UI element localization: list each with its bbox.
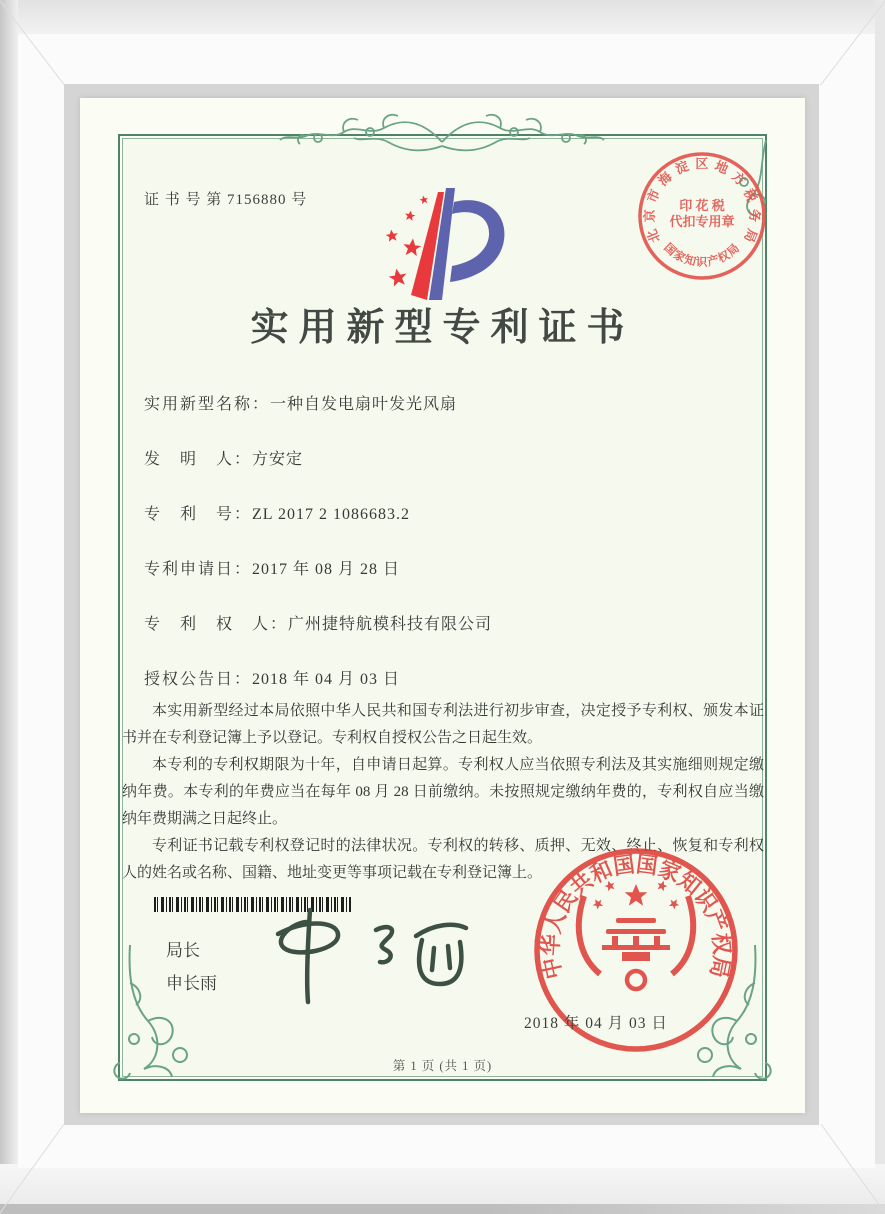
field-patent-number [144,504,492,526]
certificate-number: 证 书 号 第 7156880 号 [144,192,308,208]
tax-stamp-arc-bottom-text: 国家知识产权局 [661,241,742,269]
field-value: 2017 年 08 月 28 日 [252,561,401,578]
tax-stamp-center-line1: 印 花 税 [679,198,725,213]
signer-name: 申长雨 [166,974,217,993]
field-label: 专 利 号： [144,506,253,523]
body-paragraph: 专利证书记载专利权登记时的法律状况。专利权的转移、质押、无效、终止、恢复和专利权人的姓名或名称、国籍、地址变更等事项记载在专利登记簿上。 [122,838,764,881]
body-paragraph: 本专利的专利权期限为十年，自申请日起算。专利权人应当依照专利法及其实施细则规定缴纳年费。本专利的年费应当在每年 08 月 28 日前缴纳。未按照规定缴纳年费的，专利权自应当缴纳年费期满之日起终止。 [122,757,764,827]
page-number: 第 1 页 (共 1 页) [392,1059,493,1073]
national-emblem [579,879,693,989]
field-value: 广州捷特航模科技有限公司 [288,616,493,633]
field-grant-date [144,669,492,691]
field-label: 专 利 权 人： [144,616,289,633]
field-utility-model-name [144,394,492,416]
tax-stamp-arc-top-text: 北京市海淀区地方税务局 [641,156,763,245]
official-seal-ring-text: 中华人民共和国国家知识产权局 [537,851,735,982]
field-inventor [144,449,492,471]
frame-edge-right [875,0,885,1214]
field-value: 方安定 [252,451,304,468]
field-filing-date [144,559,492,581]
field-patentee [144,614,492,636]
field-list [144,394,492,691]
tax-stamp-seal [632,146,772,286]
field-label: 授权公告日： [144,671,253,688]
field-label: 专利申请日： [144,561,253,578]
field-value: 一种自发电扇叶发光风扇 [270,396,458,413]
svg-text:中华人民共和国国家知识产权局 [538,851,736,981]
certificate-paper [80,98,805,1113]
certificate-title: 实用新型专利证书 [250,307,635,349]
field-label: 实用新型名称： [144,396,271,413]
frame-edge-top [0,0,885,36]
frame-edge-bottom-strip [0,1204,885,1214]
field-value: ZL 2017 2 1086683.2 [252,506,410,523]
signer-title: 局长 [166,941,200,960]
field-value: 2018 年 04 月 03 日 [252,671,401,688]
field-label: 发 明 人： [144,451,253,468]
frame-edge-left [0,0,18,1214]
body-paragraph: 本实用新型经过本局依照中华人民共和国专利法进行初步审查，决定授予专利权、颁发本证书并在专利登记簿上予以登记。专利权自授权公告之日起生效。 [122,703,764,746]
tax-stamp-center-line2: 代扣专用章 [669,214,735,229]
svg-text:国家知识产权局 [661,240,742,269]
frame-edge-bottom [0,1164,885,1204]
seal-date: 2018 年 04 月 03 日 [524,1015,668,1032]
patent-office-logo [368,186,518,308]
signature-image [248,900,498,1018]
signer-block [166,942,217,1008]
